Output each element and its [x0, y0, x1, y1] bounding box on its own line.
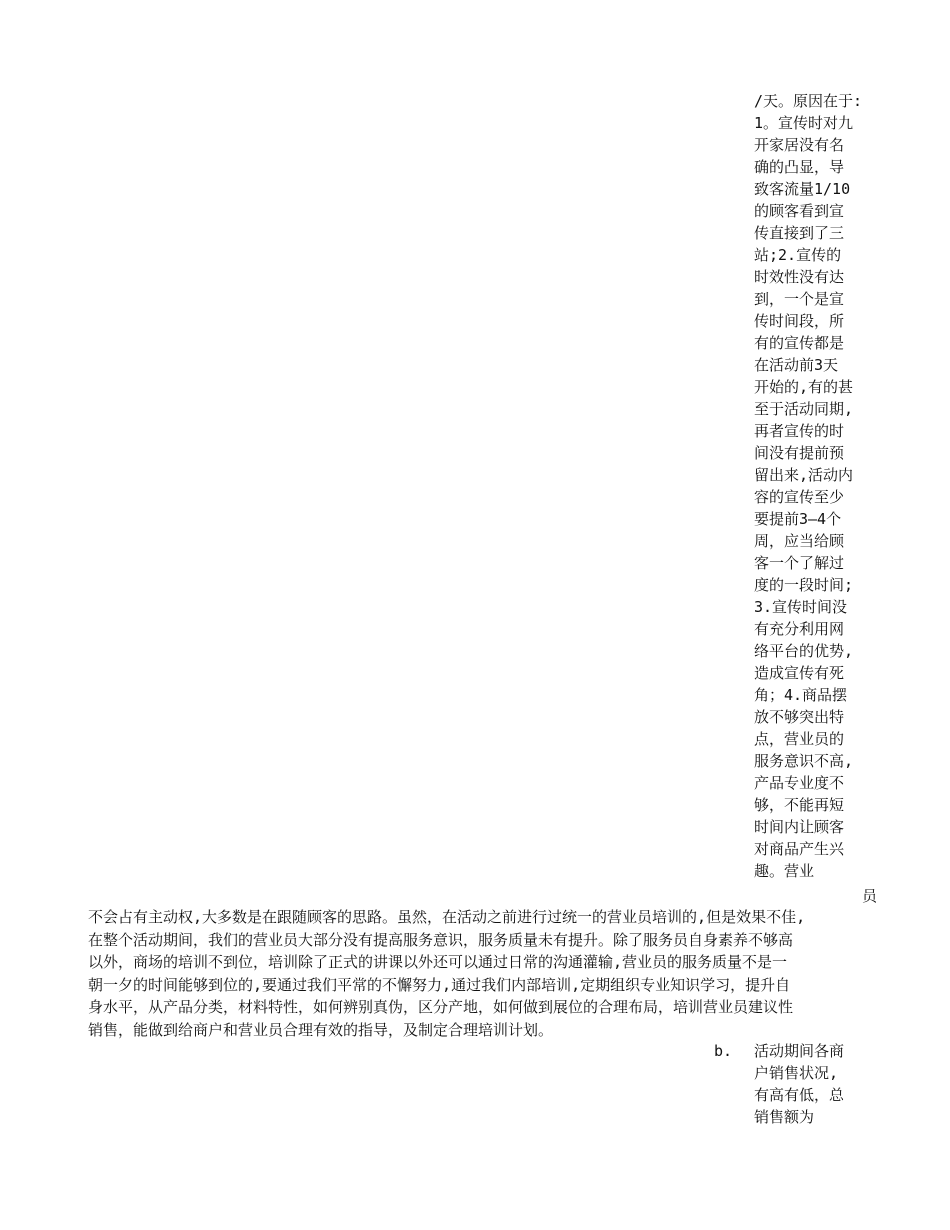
text-line: 到，一个是宣 [754, 290, 845, 308]
text-line: 容的宣传至少 [754, 488, 845, 506]
text-line: 开家居没有名 [754, 136, 845, 154]
body-paragraph [88, 906, 878, 1041]
text-line: 周，应当给顾 [754, 532, 845, 550]
text-line: 造成宣传有死 [754, 664, 845, 682]
text-line: 在活动前3天 [754, 356, 839, 374]
text-line: 络平台的优势, [754, 642, 854, 660]
text-line: 够，不能再短 [754, 796, 845, 814]
text-line: 开始的,有的甚 [754, 378, 854, 396]
list-item-line: 销售额为 [754, 1108, 815, 1126]
text-line: 角；4.商品摆 [754, 686, 848, 704]
paragraph-line: 不会占有主动权,大多数是在跟随顾客的思路。虽然，在活动之前进行过统一的营业员培训的,但是效果不佳, [88, 908, 806, 926]
text-line: 趣。营业 [754, 862, 815, 880]
paragraph-line: 身水平，从产品分类，材料特性，如何辨别真伪，区分产地，如何做到展位的合理布局，培训营业员建议性 [88, 998, 794, 1016]
text-line: 有充分利用网 [754, 620, 845, 638]
text-line: 确的凸显，导 [754, 158, 845, 176]
text-line: 传时间段，所 [754, 312, 845, 330]
list-item-body [754, 1040, 874, 1128]
text-line: 时间内让顾客 [754, 818, 845, 836]
text-line: 产品专业度不 [754, 774, 845, 792]
text-line: 站;2.宣传的 [754, 246, 842, 264]
text-line: 的顾客看到宣 [754, 202, 845, 220]
paragraph-line: 在整个活动期间，我们的营业员大部分没有提高服务意识，服务质量未有提升。除了服务员自身素养不够高 [88, 930, 794, 949]
list-item-line: 户销售状况, [754, 1064, 839, 1082]
text-line: 致客流量1/10 [754, 180, 851, 198]
text-line: 服务意识不高, [754, 752, 854, 770]
text-line: 客一个了解过 [754, 554, 845, 572]
list-item-line: 有高有低，总 [754, 1086, 845, 1104]
text-line: 有的宣传都是 [754, 334, 845, 352]
text-line: 对商品产生兴 [754, 840, 845, 858]
text-line: 放不够突出特 [754, 708, 845, 726]
narrow-text-column [754, 90, 872, 882]
text-line: 留出来,活动内 [754, 466, 854, 484]
text-line: 再者宣传的时 [754, 422, 845, 440]
text-line: /天。原因在于: [754, 92, 863, 110]
text-line: 间没有提前预 [754, 444, 845, 462]
text-line: 度的一段时间; [754, 576, 854, 594]
list-item-line: 活动期间各商 [754, 1042, 845, 1060]
paragraph-line: 以外，商场的培训不到位，培训除了正式的讲课以外还可以通过日常的沟通灌输,营业员的服务质量不是一 [88, 953, 788, 971]
text-line: 传直接到了三 [754, 224, 845, 242]
text-line: 点，营业员的 [754, 730, 845, 748]
text-line: 1。宣传时对九 [754, 114, 854, 132]
wrapped-character: 员 [862, 887, 878, 905]
paragraph-line: 朝一夕的时间能够到位的,要通过我们平常的不懈努力,通过我们内部培训,定期组织专业知识学习，提升自 [88, 975, 791, 994]
text-line: 3.宣传时间没 [754, 598, 848, 616]
text-line: 要提前3—4个 [754, 510, 842, 528]
text-line: 时效性没有达 [754, 268, 845, 286]
text-line: 至于活动同期, [754, 400, 854, 418]
paragraph-line: 销售，能做到给商户和营业员合理有效的指导，及制定合理培训计划。 [88, 1020, 554, 1039]
list-marker: b. [714, 1042, 733, 1060]
